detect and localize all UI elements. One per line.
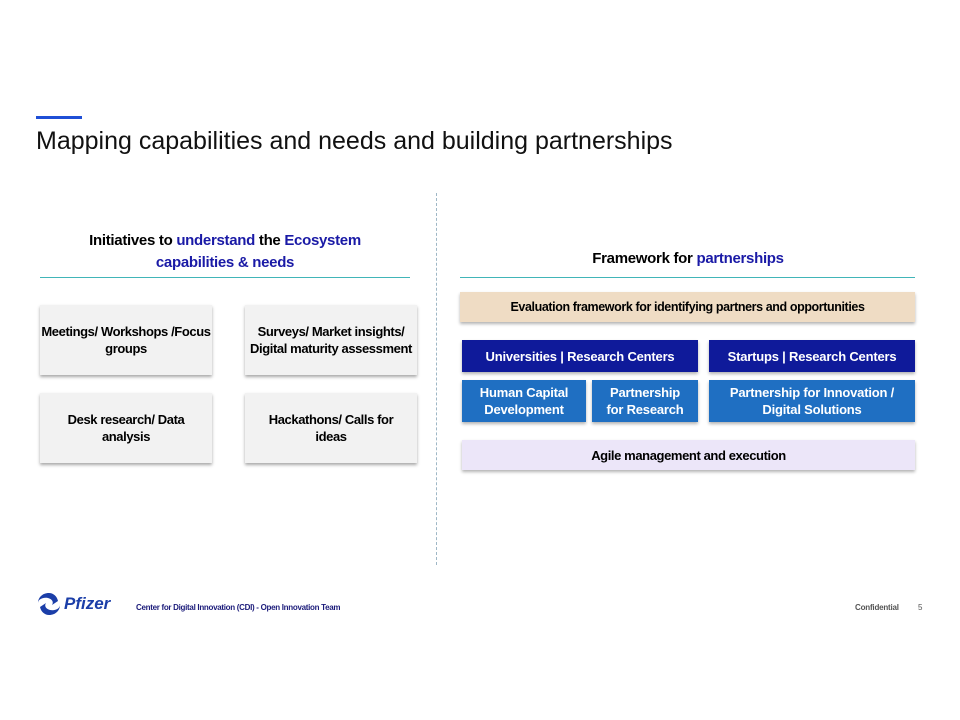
page-number: 5 bbox=[918, 603, 923, 612]
card-surveys bbox=[245, 305, 417, 375]
partnership-innovation-label: Partnership for Innovation / Digital Solutions bbox=[729, 385, 895, 417]
startups-box bbox=[709, 340, 915, 372]
agile-management-label: Agile management and execution bbox=[591, 447, 786, 463]
startups-label: Startups | Research Centers bbox=[727, 348, 897, 364]
card-hackathons bbox=[245, 393, 417, 463]
pfizer-logo bbox=[36, 591, 110, 617]
slide-title: Mapping capabilities and needs and building partnerships bbox=[36, 127, 673, 155]
card-label: Hackathons/ Calls for ideas bbox=[268, 412, 394, 444]
right-section-heading bbox=[460, 250, 916, 267]
left-heading-text-1: Initiatives to bbox=[89, 232, 177, 249]
human-capital-box bbox=[462, 380, 586, 422]
partnership-research-label: Partnership for Research bbox=[606, 385, 684, 417]
universities-box bbox=[462, 340, 698, 372]
card-meetings-workshops bbox=[40, 305, 212, 375]
left-heading-highlight-ecosystem: Ecosystem bbox=[284, 232, 361, 249]
partnership-research-box bbox=[592, 380, 698, 422]
left-heading-highlight-understand: understand bbox=[176, 232, 255, 249]
human-capital-label: Human Capital Development bbox=[479, 385, 569, 417]
right-heading-highlight: partnerships bbox=[696, 250, 784, 267]
card-desk-research bbox=[40, 393, 212, 463]
footer-classification: Confidential bbox=[855, 603, 899, 612]
left-heading-text-2: the bbox=[255, 232, 285, 249]
title-accent-bar bbox=[36, 116, 82, 119]
right-heading-underline bbox=[460, 277, 915, 278]
evaluation-framework-label: Evaluation framework for identifying partners and opportunities bbox=[510, 300, 865, 314]
evaluation-framework-box bbox=[460, 292, 915, 322]
pfizer-logo-icon bbox=[36, 591, 62, 617]
footer-team-text: Center for Digital Innovation (CDI) - Open Innovation Team bbox=[136, 603, 341, 612]
left-heading-underline bbox=[40, 277, 410, 278]
partnership-innovation-box bbox=[709, 380, 915, 422]
section-divider bbox=[436, 193, 437, 565]
card-label: Meetings/ Workshops /Focus groups bbox=[41, 324, 211, 356]
left-heading-highlight-capabilities: capabilities & needs bbox=[155, 254, 295, 271]
pfizer-logo-text: Pfizer bbox=[64, 594, 111, 613]
card-label: Desk research/ Data analysis bbox=[67, 412, 185, 444]
card-label: Surveys/ Market insights/ Digital maturity assessment bbox=[250, 324, 412, 356]
universities-label: Universities | Research Centers bbox=[485, 348, 675, 364]
right-heading-text: Framework for bbox=[592, 250, 697, 267]
left-section-heading bbox=[40, 230, 410, 274]
agile-management-box bbox=[462, 440, 915, 470]
